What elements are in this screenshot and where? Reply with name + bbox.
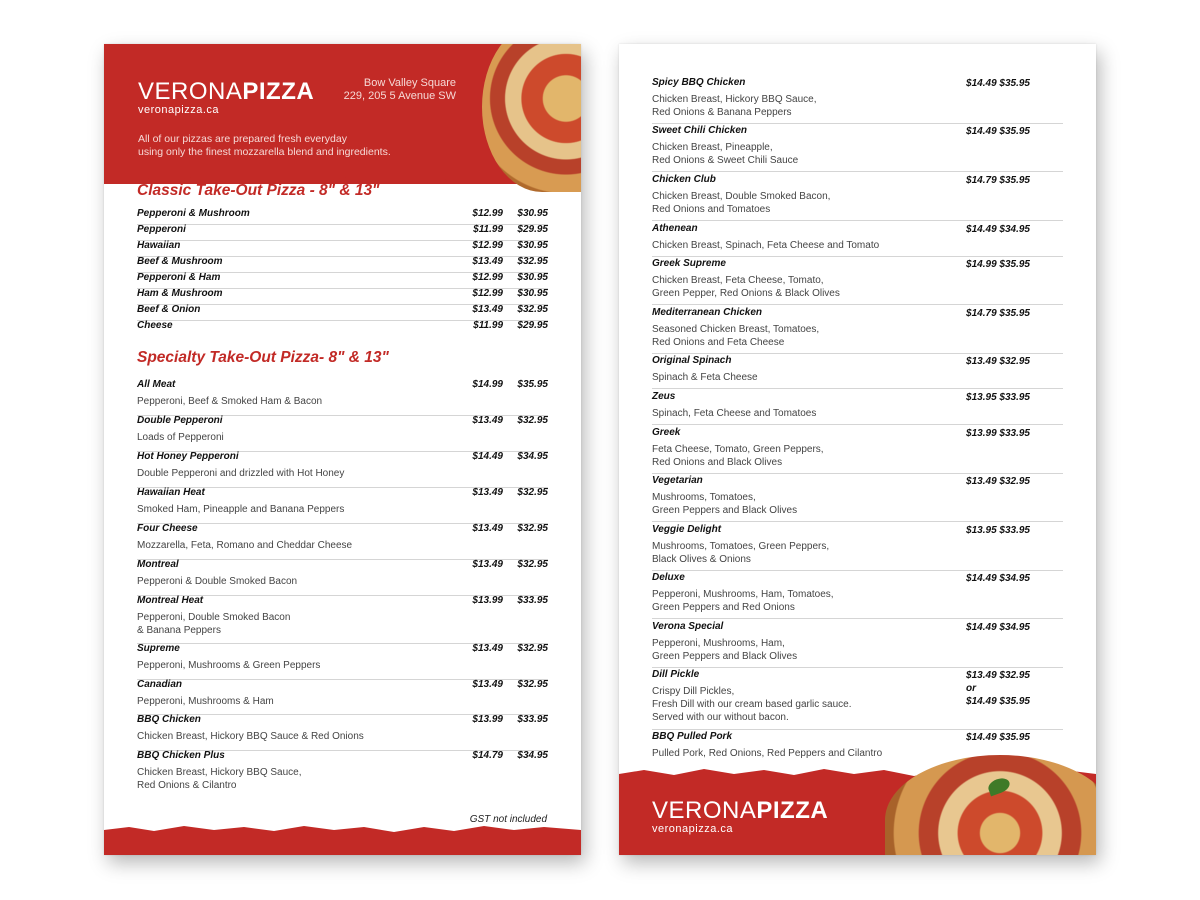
- logo-text: VER: [138, 78, 189, 105]
- item-name: Ham & Mushroom: [137, 288, 223, 299]
- item-name: Beef & Mushroom: [137, 256, 223, 267]
- item-name: Vegetarian: [652, 475, 703, 486]
- price-small: $13.49: [472, 643, 503, 654]
- item-price: $14.49 $35.95: [966, 126, 1030, 137]
- specialty-item: [652, 355, 1063, 389]
- item-name: BBQ Chicken: [137, 714, 201, 725]
- price-small: $13.49: [472, 559, 503, 570]
- logo-o: O: [702, 797, 723, 824]
- item-description: Pepperoni, Mushrooms, Ham, Tomatoes, Green Peppers and Red Onions: [652, 589, 834, 613]
- classic-title: Classic Take-Out Pizza - 8" & 13": [137, 182, 380, 199]
- item-description: Chicken Breast, Spinach, Feta Cheese and Tomato: [652, 240, 880, 251]
- logo-o: O: [188, 78, 209, 105]
- item-name: Original Spinach: [652, 355, 732, 366]
- logo-text: VER: [652, 797, 703, 824]
- item-name: BBQ Chicken Plus: [137, 750, 225, 761]
- item-price: $13.95 $33.95: [966, 525, 1030, 536]
- price-small: $12.99: [472, 288, 503, 299]
- item-price: $14.49 $34.95: [966, 622, 1030, 633]
- item-description: Pepperoni, Beef & Smoked Ham & Bacon: [137, 396, 323, 407]
- price-large: $32.95: [517, 415, 548, 426]
- logo: [138, 78, 314, 116]
- item-price: $14.49 $34.95: [966, 573, 1030, 584]
- specialty-item: [137, 379, 548, 416]
- item-name: Cheese: [137, 320, 173, 331]
- item-description: Chicken Breast, Double Smoked Bacon, Red Onions and Tomatoes: [652, 191, 831, 215]
- item-description: Chicken Breast, Hickory BBQ Sauce, Red Onions & Banana Peppers: [652, 94, 817, 118]
- item-name: Deluxe: [652, 572, 685, 583]
- logo: [652, 797, 828, 835]
- specialty-item: [652, 572, 1063, 619]
- price-small: $13.49: [472, 679, 503, 690]
- item-description: Smoked Ham, Pineapple and Banana Peppers: [137, 504, 345, 515]
- item-name: Montreal: [137, 559, 179, 570]
- specialty-item: [652, 475, 1063, 522]
- price-small: $13.49: [472, 487, 503, 498]
- price-large: $30.95: [517, 240, 548, 251]
- item-description: Chicken Breast, Pineapple, Red Onions & Sweet Chili Sauce: [652, 142, 799, 166]
- item-name: Hot Honey Pepperoni: [137, 451, 239, 462]
- specialty-item: [652, 174, 1063, 221]
- website-url: veronapizza.ca: [138, 104, 219, 116]
- item-name: Supreme: [137, 643, 180, 654]
- price-large: $34.95: [517, 750, 548, 761]
- item-name: Zeus: [652, 391, 676, 402]
- item-name: Athenean: [652, 223, 698, 234]
- specialty-item: [652, 669, 1063, 730]
- price-large: $30.95: [517, 288, 548, 299]
- item-name: Pepperoni & Ham: [137, 272, 221, 283]
- price-large: $32.95: [517, 304, 548, 315]
- item-price: $13.95 $33.95: [966, 392, 1030, 403]
- item-description: Mushrooms, Tomatoes, Green Peppers and Black Olives: [652, 492, 798, 516]
- item-name: All Meat: [137, 379, 176, 390]
- specialty-item: [652, 258, 1063, 305]
- item-price: $13.49 $32.95 or $14.49 $35.95: [966, 670, 1030, 707]
- item-name: Mediterranean Chicken: [652, 307, 763, 318]
- address-line: Bow Valley Square: [363, 77, 456, 89]
- classic-item: [137, 256, 548, 273]
- item-description: Pepperoni & Double Smoked Bacon: [137, 576, 298, 587]
- item-price: $13.49 $32.95: [966, 356, 1030, 367]
- price-small: $12.99: [472, 240, 503, 251]
- item-description: Pepperoni, Double Smoked Bacon & Banana Peppers: [137, 612, 291, 636]
- item-name: Spicy BBQ Chicken: [652, 77, 746, 88]
- item-price: $14.49 $35.95: [966, 732, 1030, 743]
- item-description: Feta Cheese, Tomato, Green Peppers, Red Onions and Black Olives: [652, 444, 824, 468]
- item-name: Hawaiian Heat: [137, 487, 205, 498]
- item-name: Canadian: [137, 679, 183, 690]
- specialty-item: [137, 595, 548, 644]
- item-description: Chicken Breast, Feta Cheese, Tomato, Green Pepper, Red Onions & Black Olives: [652, 275, 840, 299]
- specialty-title: Specialty Take-Out Pizza- 8" & 13": [137, 349, 389, 366]
- item-description: Seasoned Chicken Breast, Tomatoes, Red Onions and Feta Cheese: [652, 324, 820, 348]
- price-small: $13.99: [472, 595, 503, 606]
- gst-note: GST not included: [469, 814, 547, 825]
- classic-item: [137, 240, 548, 257]
- classic-item: [137, 288, 548, 305]
- classic-item: [137, 224, 548, 241]
- price-large: $30.95: [517, 272, 548, 283]
- item-name: Montreal Heat: [137, 595, 204, 606]
- specialty-item: [652, 524, 1063, 571]
- specialty-item: [137, 679, 548, 715]
- item-price: $14.79 $35.95: [966, 175, 1030, 186]
- item-description: Pepperoni, Mushrooms & Green Peppers: [137, 660, 321, 671]
- price-large: $34.95: [517, 451, 548, 462]
- price-large: $32.95: [517, 679, 548, 690]
- specialty-item: [652, 307, 1063, 354]
- logo-text: NA: [722, 797, 757, 824]
- specialty-item: [652, 391, 1063, 425]
- logo-text: NA: [208, 78, 243, 105]
- item-description: Chicken Breast, Hickory BBQ Sauce & Red Onions: [137, 731, 364, 742]
- menu-page-left: [104, 44, 581, 855]
- address: [344, 77, 456, 103]
- item-name: BBQ Pulled Pork: [652, 731, 733, 742]
- footer-band: [104, 832, 581, 855]
- item-name: Four Cheese: [137, 523, 198, 534]
- item-name: Greek: [652, 427, 681, 438]
- price-large: $33.95: [517, 714, 548, 725]
- specialty-item: [137, 451, 548, 488]
- price-large: $35.95: [517, 379, 548, 390]
- item-price: $14.49 $35.95: [966, 78, 1030, 89]
- price-small: $13.49: [472, 256, 503, 267]
- price-small: $13.49: [472, 304, 503, 315]
- classic-item: [137, 304, 548, 321]
- intro-text: [138, 133, 468, 159]
- item-name: Pepperoni: [137, 224, 186, 235]
- item-name: Verona Special: [652, 621, 724, 632]
- specialty-item: [137, 643, 548, 680]
- price-small: $14.99: [472, 379, 503, 390]
- price-small: $12.99: [472, 208, 503, 219]
- item-description: Pepperoni, Mushrooms & Ham: [137, 696, 274, 707]
- logo-text-bold: PIZZA: [242, 78, 315, 105]
- item-description: Loads of Pepperoni: [137, 432, 224, 443]
- item-description: Spinach & Feta Cheese: [652, 372, 758, 383]
- price-small: $13.49: [472, 523, 503, 534]
- price-small: $13.99: [472, 714, 503, 725]
- classic-item: [137, 272, 548, 289]
- item-description: Crispy Dill Pickles, Fresh Dill with our cream based garlic sauce. Served with our without bacon.: [652, 686, 852, 723]
- item-name: Double Pepperoni: [137, 415, 223, 426]
- specialty-item: [137, 750, 548, 798]
- item-description: Pulled Pork, Red Onions, Red Peppers and Cilantro: [652, 748, 883, 759]
- item-price: $14.79 $35.95: [966, 308, 1030, 319]
- item-price: $14.99 $35.95: [966, 259, 1030, 270]
- specialty-item: [137, 714, 548, 751]
- specialty-item: [652, 223, 1063, 257]
- item-price: $13.99 $33.95: [966, 428, 1030, 439]
- website-url: veronapizza.ca: [652, 823, 733, 835]
- item-description: Chicken Breast, Hickory BBQ Sauce, Red Onions & Cilantro: [137, 767, 302, 791]
- price-large: $32.95: [517, 643, 548, 654]
- price-small: $11.99: [473, 320, 503, 331]
- specialty-item: [652, 77, 1063, 124]
- classic-item: [137, 320, 548, 336]
- price-small: $14.79: [472, 750, 503, 761]
- specialty-item: [137, 523, 548, 560]
- price-small: $14.49: [472, 451, 503, 462]
- price-large: $29.95: [517, 320, 548, 331]
- specialty-item: [652, 427, 1063, 474]
- item-name: Dill Pickle: [652, 669, 700, 680]
- item-price: $14.49 $34.95: [966, 224, 1030, 235]
- logo-text-bold: PIZZA: [756, 797, 829, 824]
- price-large: $32.95: [517, 523, 548, 534]
- menu-page-right: [619, 44, 1096, 855]
- price-large: $32.95: [517, 256, 548, 267]
- item-name: Hawaiian: [137, 240, 181, 251]
- specialty-item: [652, 125, 1063, 172]
- item-name: Beef & Onion: [137, 304, 201, 315]
- intro-line: using only the finest mozzarella blend and ingredients.: [138, 146, 391, 158]
- item-name: Greek Supreme: [652, 258, 726, 269]
- intro-line: All of our pizzas are prepared fresh everyday: [138, 133, 347, 145]
- specialty-item: [652, 621, 1063, 668]
- specialty-item: [137, 415, 548, 452]
- item-name: Pepperoni & Mushroom: [137, 208, 250, 219]
- item-name: Sweet Chili Chicken: [652, 125, 748, 136]
- item-name: Veggie Delight: [652, 524, 722, 535]
- item-price: $13.49 $32.95: [966, 476, 1030, 487]
- price-large: $29.95: [517, 224, 548, 235]
- specialty-item: [137, 559, 548, 596]
- price-large: $32.95: [517, 559, 548, 570]
- price-small: $12.99: [472, 272, 503, 283]
- classic-item: [137, 208, 548, 225]
- item-description: Double Pepperoni and drizzled with Hot Honey: [137, 468, 345, 479]
- item-description: Spinach, Feta Cheese and Tomatoes: [652, 408, 817, 419]
- price-large: $30.95: [517, 208, 548, 219]
- item-description: Pepperoni, Mushrooms, Ham, Green Peppers and Black Olives: [652, 638, 798, 662]
- item-description: Mushrooms, Tomatoes, Green Peppers, Black Olives & Onions: [652, 541, 830, 565]
- address-line: 229, 205 5 Avenue SW: [343, 90, 456, 102]
- price-large: $33.95: [517, 595, 548, 606]
- item-name: Chicken Club: [652, 174, 716, 185]
- price-small: $13.49: [472, 415, 503, 426]
- item-description: Mozzarella, Feta, Romano and Cheddar Cheese: [137, 540, 353, 551]
- price-small: $11.99: [473, 224, 503, 235]
- specialty-item: [137, 487, 548, 524]
- price-large: $32.95: [517, 487, 548, 498]
